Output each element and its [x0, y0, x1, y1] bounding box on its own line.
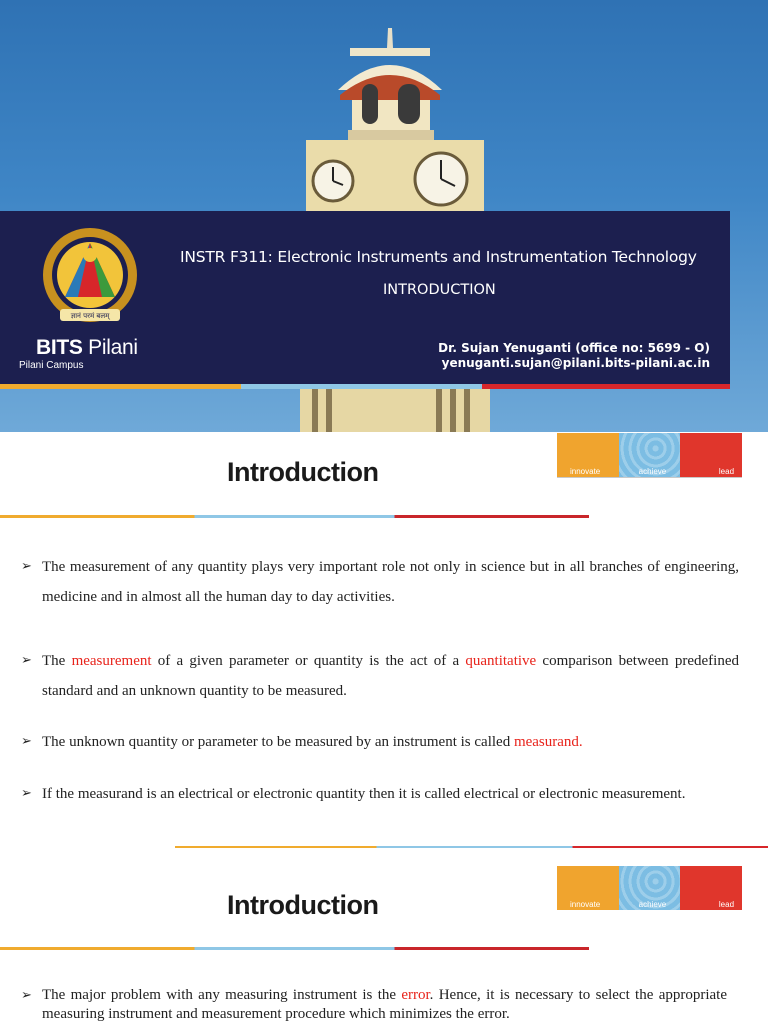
tag-achieve	[619, 433, 681, 477]
presenter-name: Dr. Sujan Yenuganti (office no: 5699 - O)	[438, 341, 710, 355]
highlight-term: measurand.	[513, 734, 583, 750]
bullet-text: If the measurand is an electrical or electronic quantity then it is called electrical or electronic measurement.	[42, 786, 686, 802]
highlight-term: quantitative	[465, 653, 537, 669]
footer-line	[175, 846, 768, 848]
tag-lead	[680, 866, 742, 910]
arrow-bullet-icon: ➢	[21, 786, 32, 801]
tag-lead-label: lead	[718, 900, 735, 909]
tag-innovate	[557, 866, 619, 910]
title-underline	[0, 515, 589, 518]
tag-innovate-label: innovate	[570, 467, 601, 476]
arrow-bullet-icon: ➢	[21, 734, 32, 749]
bullet-list	[21, 783, 739, 805]
slide-title: Introduction	[227, 890, 379, 920]
bullet-text: The	[42, 653, 72, 669]
tag-lead	[680, 433, 742, 477]
bullet-text: The measurement of any quantity plays very important role not only in science but in all branches of engineering, medicine and in almost all the human day to day activities.	[42, 559, 739, 605]
bullet-list	[21, 731, 739, 753]
bullet-list	[21, 986, 727, 1024]
logo-motto: ज्ञानं परमं बलम्	[70, 312, 110, 320]
tag-innovate	[557, 433, 619, 477]
bullet-text: The major problem with any measuring instrument is the	[42, 987, 402, 1003]
tagline-strip	[557, 433, 742, 477]
bullet-list	[21, 552, 739, 612]
arrow-bullet-icon: ➢	[21, 988, 32, 1003]
title-slide	[0, 0, 768, 432]
slide-subtitle: INTRODUCTION	[383, 282, 496, 298]
tagline-underline	[557, 477, 742, 478]
bullet-list	[21, 646, 739, 706]
list-item	[21, 731, 739, 753]
content-slide-2	[0, 850, 768, 1024]
title-underline	[0, 947, 589, 950]
list-item	[21, 646, 739, 706]
course-title: INSTR F311: Electronic Instruments and Instrumentation Technology	[180, 248, 697, 266]
list-item	[21, 552, 739, 612]
brand-light: Pilani	[82, 336, 138, 359]
tag-lead-label: lead	[718, 467, 735, 476]
banner-stripe	[0, 384, 730, 389]
slide-title: Introduction	[227, 457, 379, 487]
highlight-term: measurement	[71, 653, 152, 669]
tag-achieve	[619, 866, 681, 910]
arrow-bullet-icon: ➢	[21, 653, 32, 668]
bullet-text: . Hence, it is necessary to select the appropriate measuring instrument and measurement procedure which minimizes the error.	[42, 987, 727, 1022]
tag-achieve-label: achieve	[638, 900, 667, 909]
bullet-text: comparison between predefined standard and an unknown quantity to be measured.	[42, 653, 739, 699]
list-item	[21, 783, 739, 805]
bits-logo-emblem	[20, 225, 160, 335]
presenter-email: yenuganti.sujan@pilani.bits-pilani.ac.in	[441, 356, 710, 370]
highlight-term: error	[401, 987, 430, 1003]
list-item	[21, 986, 727, 1024]
tagline-strip	[557, 866, 742, 910]
arrow-bullet-icon: ➢	[21, 559, 32, 574]
content-slide-1	[0, 432, 768, 850]
brand-name	[36, 336, 138, 360]
tag-achieve-label: achieve	[638, 467, 667, 476]
brand-bold: BITS	[36, 336, 83, 359]
bullet-text: of a given parameter or quantity is the act of a	[151, 653, 466, 669]
campus-label: Pilani Campus	[19, 360, 84, 371]
tag-innovate-label: innovate	[570, 900, 601, 909]
bullet-text: The unknown quantity or parameter to be measured by an instrument is called	[42, 734, 514, 750]
